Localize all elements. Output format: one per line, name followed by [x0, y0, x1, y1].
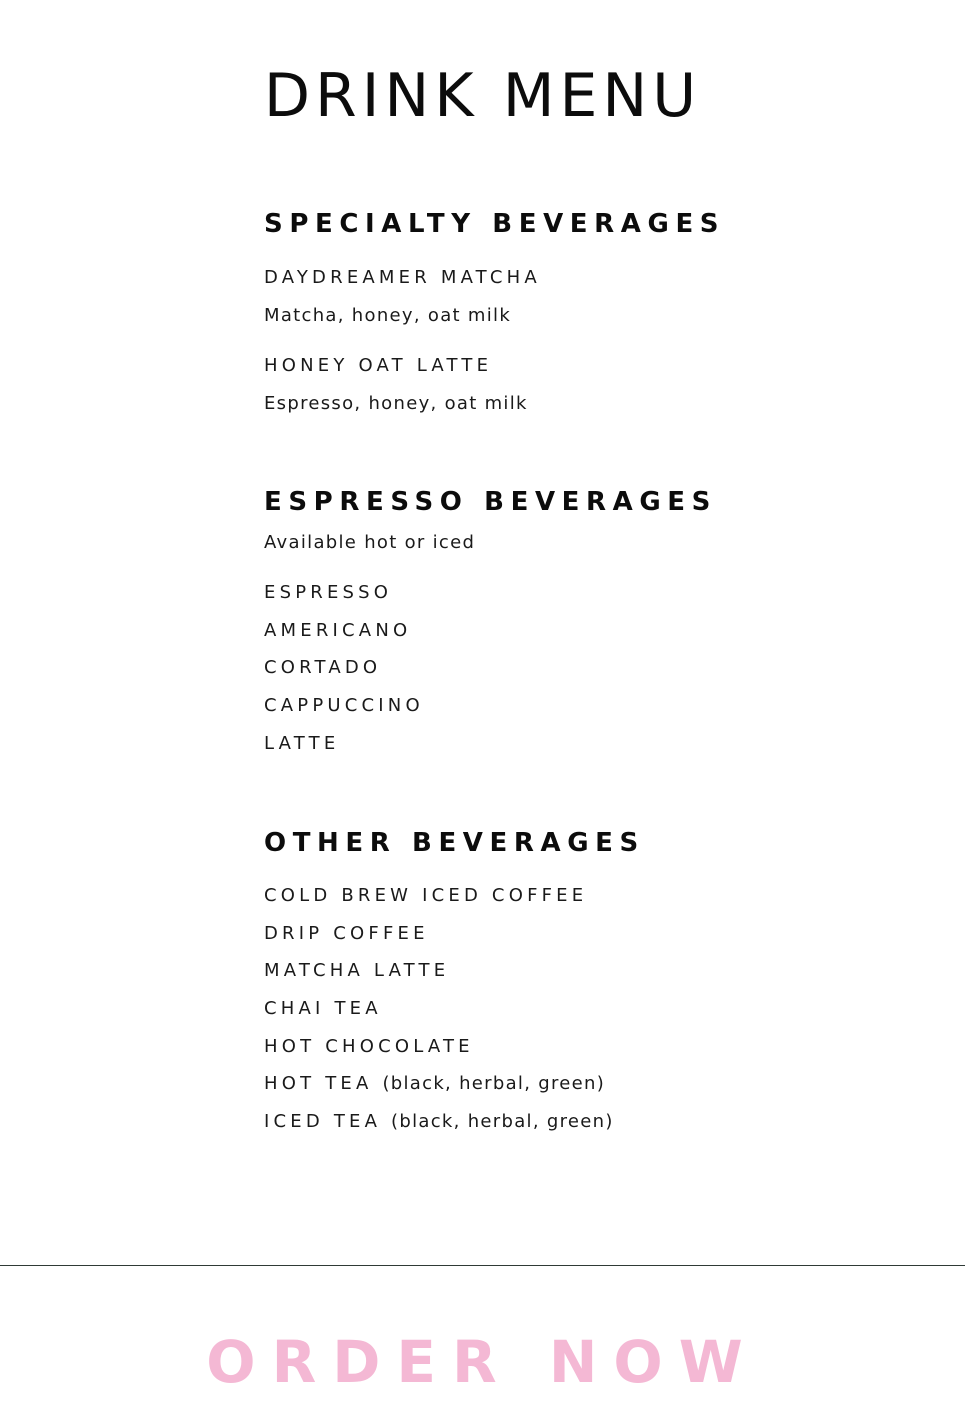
menu-item-cold-brew: COLD BREW ICED COFFEE — [264, 885, 588, 906]
menu-item-name: ICED TEA — [264, 1111, 382, 1132]
menu-item-chai-tea: CHAI TEA — [264, 998, 382, 1019]
menu-item-hot-tea — [264, 1072, 605, 1096]
menu-item-espresso: ESPRESSO — [264, 582, 393, 603]
menu-item-cappuccino: CAPPUCCINO — [264, 695, 424, 716]
menu-item-daydreamer-matcha: DAYDREAMER MATCHA — [264, 267, 541, 288]
menu-item-note: (black, herbal, green) — [382, 1073, 606, 1094]
menu-item-americano: AMERICANO — [264, 620, 412, 641]
menu-item-iced-tea — [264, 1110, 614, 1134]
menu-item-hot-chocolate: HOT CHOCOLATE — [264, 1036, 474, 1057]
menu-item-drip-coffee: DRIP COFFEE — [264, 923, 429, 944]
order-now-button[interactable]: ORDER NOW — [206, 1328, 759, 1396]
menu-item-description: Espresso, honey, oat milk — [264, 393, 528, 414]
menu-item-name: HOT TEA — [264, 1073, 373, 1094]
footer-divider — [0, 1265, 965, 1266]
menu-item-honey-oat-latte: HONEY OAT LATTE — [264, 355, 493, 376]
page-title: DRINK MENU — [263, 61, 702, 131]
menu-item-note: (black, herbal, green) — [391, 1111, 614, 1132]
menu-item-matcha-latte: MATCHA LATTE — [264, 960, 450, 981]
section-title-espresso: ESPRESSO BEVERAGES — [264, 487, 717, 517]
menu-item-description: Matcha, honey, oat milk — [264, 305, 512, 326]
menu-item-cortado: CORTADO — [264, 657, 382, 678]
section-note: Available hot or iced — [264, 532, 476, 553]
section-title-other: OTHER BEVERAGES — [264, 828, 645, 858]
menu-item-latte: LATTE — [264, 733, 340, 754]
section-title-specialty: SPECIALTY BEVERAGES — [264, 209, 726, 239]
